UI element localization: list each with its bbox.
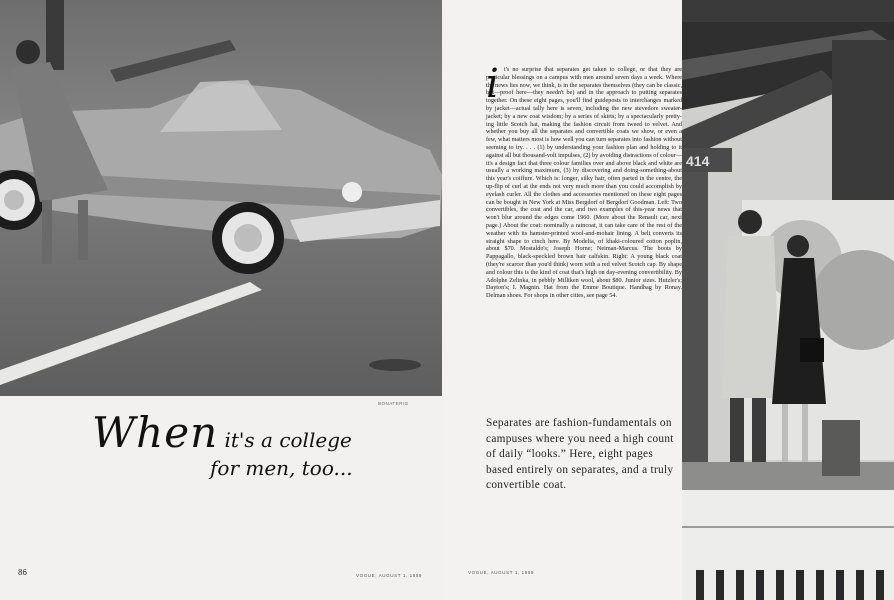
photo-credit: BONATERIG	[378, 401, 409, 406]
headline-part-2: for men, too...	[210, 456, 353, 480]
right-footer: VOGUE, AUGUST 1, 1959	[468, 570, 535, 575]
porch-couple-photo	[682, 0, 894, 600]
convertible-car-photo	[0, 0, 442, 396]
headline-word-when: When	[92, 408, 219, 457]
lead-paragraph: Separates are fashion-fundamentals on campuses where you need a high count of daily “looks.” Here, eight pages based entirely on separates, and a truly convertible coat.	[486, 417, 674, 491]
drop-cap: i	[486, 61, 499, 107]
page-number: 86	[18, 568, 27, 577]
article-body: t's no surprise that separates get taken to college, or that they are particular blessings on a campus with men around seven days a week. Where the news lies now, we think, is in the separates themselves (they can be classic, but—proof here—they needn't be) and in the approach to putting separates together. On these eight pages, you'll find guideposts to interchanges marked by jacket—actual tally here is seven, including the new stevedore sweater-jacket; by a new coat wisdom; by a series of skirts; by a spectacularly pretty-ing little Scotch hat, making the fashion circuit from tweed to velvet. And whether you buy all the separates and convertible coats we show, or even a few, what matters most is how well you can turn separates into fashion without seeming to try. . . . (1) by understanding your fashion plan and holding to it against all but thousand-volt impulses, (2) by avoiding distractions of colour—it's a design fact that three colour families over and above black and white are usually a working maximum, (3) by discovering and doing-something-about this year's coiffure. Which is: longer, silky hair, often parted in the centre, the up-flip of curl at the ends not very much more than you could accomplish by eyelash curler. All the clothes and accessories mentioned on these eight pages can be bought in New York at Miss Bergdorf of Bergdorf Goodman. Left: Two convertibles, the coat and the car, and two examples of this-year news that won't blur around the edges come 1960. (More about the Renault car, next page.) About the coat: nominally a raincoat, it can take care of the rest of the weather with its hamster-printed wool-and-mohair lining. A belt converts its straight shape to cinch here. By Modelia, of khaki-coloured cotton poplin, about $70. Mostaldo's; Joseph Horne; Neiman-Marcus. The boots by Pappagallo, black-speckled brown hair calfskin. Right: A young black coat (they're scarcer than you'd think) worn with a red velvet Scotch cap. By shape and colour this is the kind of coat that's high on day-evening convertibility. By Adolphe Zelinka, in pebbly Milliken wool, about $80. Junior sizes. Hutzler's; Dayton's; I. Magnin. Hat from the Emme Boutique. Handbag by Ronay. Delman shoes. For shops in other cities, see page 54.	[486, 66, 682, 300]
house-number-sign: 414	[686, 153, 710, 169]
headline-part-1: it's a college	[218, 428, 352, 452]
porch-photo-illustration	[682, 0, 894, 600]
left-page	[0, 0, 446, 600]
right-page	[446, 0, 894, 600]
left-footer: VOGUE, AUGUST 1, 1959	[356, 573, 423, 578]
car-photo-illustration	[0, 0, 442, 396]
